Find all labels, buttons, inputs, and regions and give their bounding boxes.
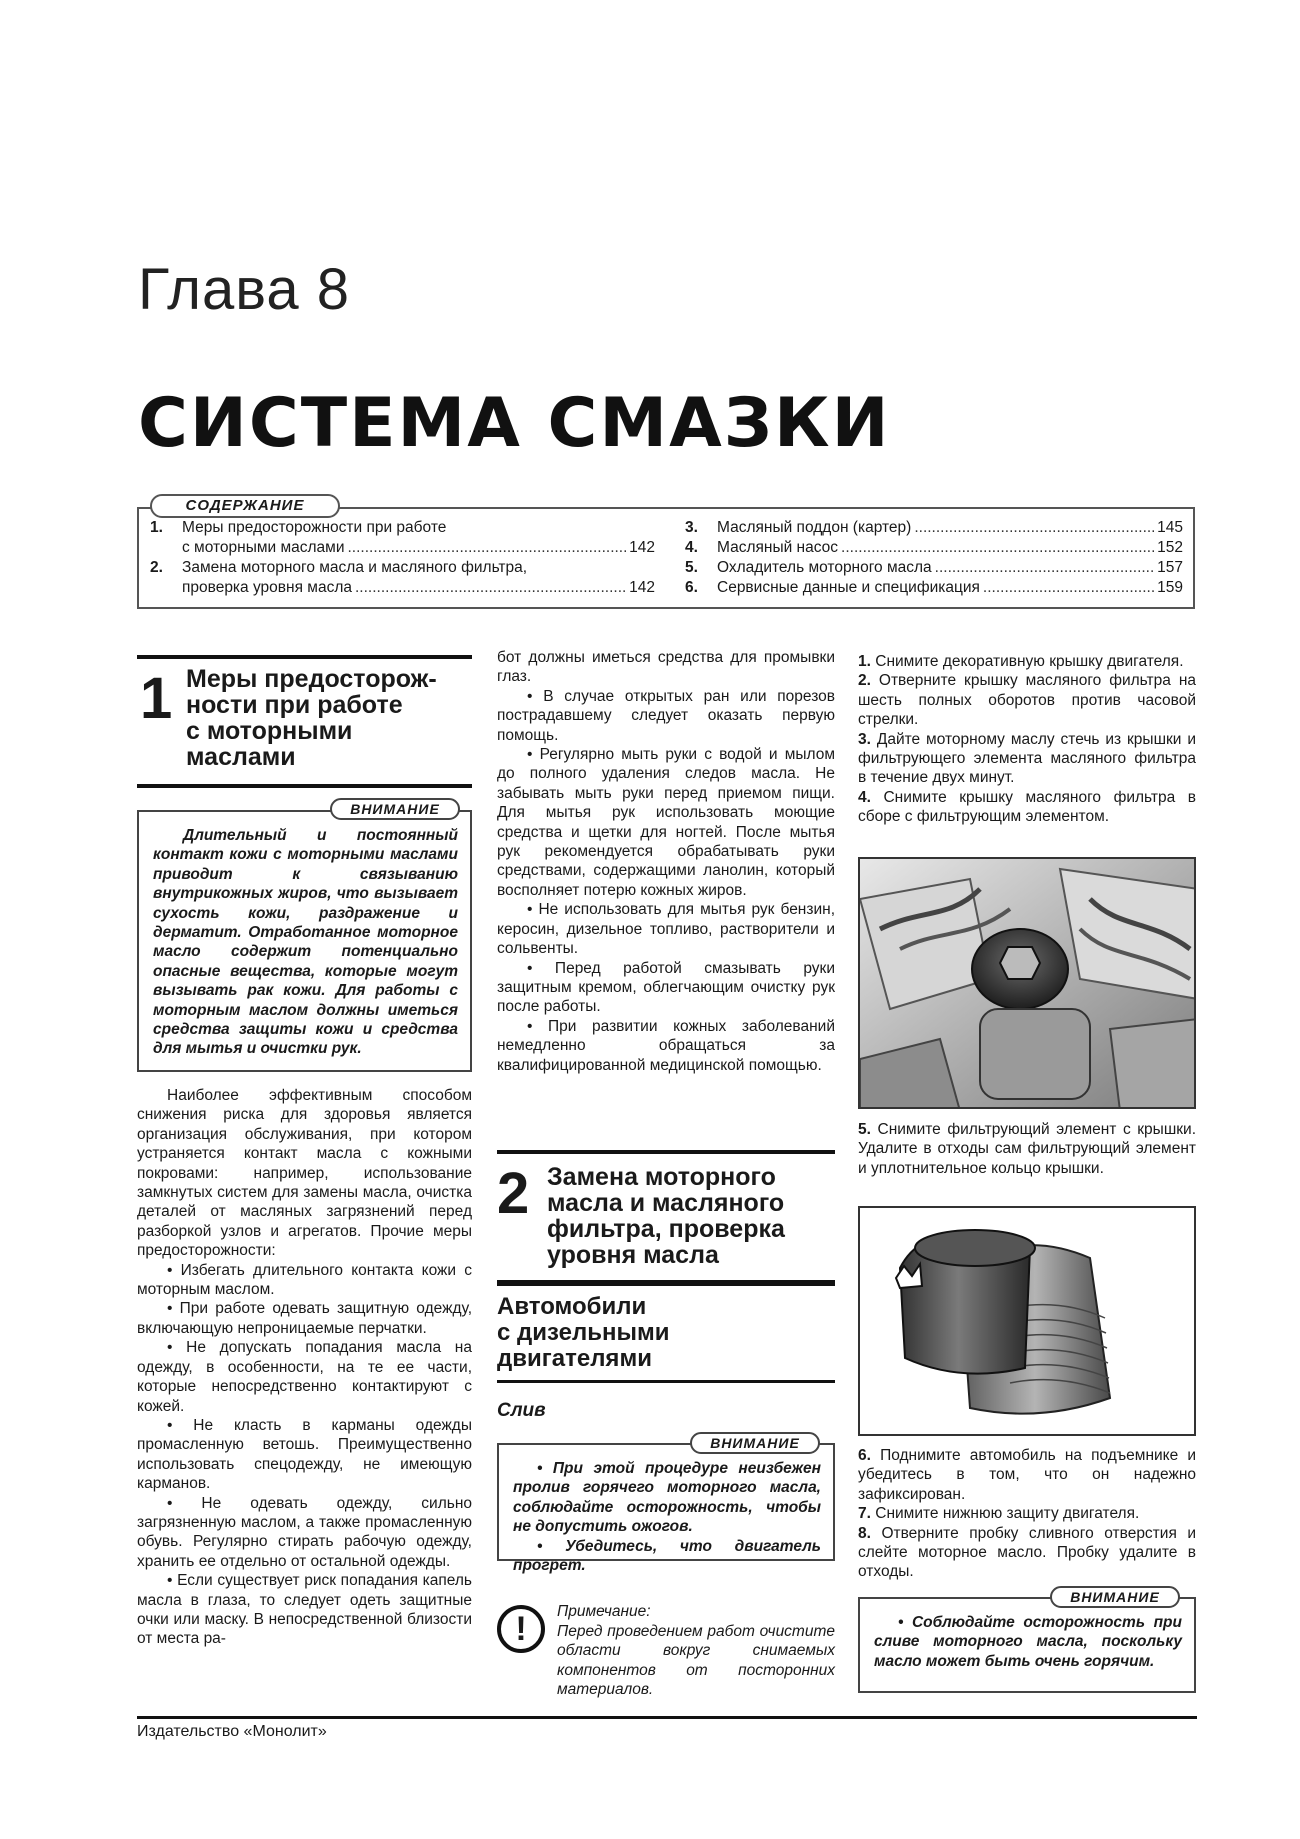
toc-item-cont[interactable]: с моторными маслами ..... 142	[150, 538, 655, 558]
section-1-title: Меры предосторож- ности при работе с моторными маслами	[186, 665, 437, 771]
steps-1-4: 1. Снимите декоративную крышку двигателя. 2. Отверните крышку масляного фильтра на шесть полных оборотов против часовой стрелки. 3. Дайте моторному маслу стечь из крышки и фильтрующего элемента масляного фильтра в течение двух минут. 4. Снимите крышку масляного фильтра в сборе с фильтрующим элементом.	[858, 653, 1196, 826]
column-2-body: бот должны иметься средства для промывки глаз. • В случае открытых ран или порезов пострадавшему следует оказать первую помощь. • Регулярно мыть руки с водой и мылом до полного удаления следов масла. Не забывать мыть руки перед приемом пищи. Для мытья рук использовать моющие средства и щетки для ногтей. После мытья рук рекомендуется обрабатывать руки средствами, содержащими ланолин, который восполняет потерю кожных жиров. • Не использовать для мытья рук бензин, керосин, дизельное топливо, растворители и сольвенты. • Перед работой смазывать руки защитным кремом, облегчающим очистку рук после работы. • При развитии кожных заболеваний немедленно обращаться за квалифицированной медицинской помощью.	[497, 649, 835, 1074]
note-label: Примечание:	[557, 1603, 651, 1620]
section-2-title: Замена моторного масла и масляного фильтра, проверка уровня масла	[547, 1163, 785, 1269]
chapter-title: Глава 8	[138, 257, 351, 322]
toc-item[interactable]: 1. Меры предосторожности при работе	[150, 519, 447, 536]
filter-cap-illustration	[860, 1208, 1196, 1436]
toc-label: СОДЕРЖАНИЕ	[150, 494, 340, 518]
filter-cap-photo	[858, 1206, 1196, 1436]
section-1-body: Наиболее эффективным способом снижения риска для здоровья является организация обслуживания, при котором устраняется контакт масла с кожными покровами: например, использование замкнутых систем для замены масла, очистка деталей от масляных загрязнений перед разборкой узлов и агрегатов. Прочие меры предосторожности: • Избегать длительного контакта кожи с моторным маслом. • При работе одевать защитную одежду, включающую непроницаемые перчатки. • Не допускать попадания масла на одежду, в особенности, на те ее части, которые непосредственно контактируют с кожей. • Не класть в карманы одежды промасленную ветошь. Преимущественно использовать спецодежду, не имеющую карманов. • Не одевать одежду, сильно загрязненную маслом, а также промасленную обувь. Регулярно стирать рабочую одежду, хранить ее отдельно от остальной одежды. • Если существует риск попадания капель масла в глаза, то следует одеть защитные очки или маску. В непосредственной близости от места ра-	[137, 1087, 472, 1648]
engine-bay-illustration	[860, 859, 1196, 1109]
warning-text: Длительный и постоянный контакт кожи с моторными маслами приводит к связыванию внутрикожных жиров, что вызывает сухость кожи, раздражение и дерматит. Отработанное моторное масло содержит потенциально опасные вещества, которые могут вызывать рак кожи. Для работы с моторным маслом должны иметься средства защиты кожи и средства для мытья и очистки рук.	[153, 827, 458, 1058]
note-text: Перед проведением работ очистите области вокруг снимаемых компонентов от посторонних материалов.	[557, 1623, 835, 1699]
section-2-subsub: Слив	[497, 1400, 546, 1421]
warning-label: ВНИМАНИЕ	[1050, 1586, 1180, 1608]
section-2-number: 2	[497, 1161, 530, 1226]
section-1-warning	[137, 810, 472, 1072]
toc-item[interactable]: 4. Масляный насос ..... 152	[685, 538, 1183, 558]
toc-item[interactable]: 6. Сервисные данные и спецификация ..... 159	[685, 578, 1183, 598]
section-2-subheader: Автомобили с дизельными двигателями	[497, 1283, 835, 1383]
warning-label: ВНИМАНИЕ	[690, 1432, 820, 1454]
step-5: 5. Снимите фильтрующий элемент с крышки. Удалите в отходы сам фильтрующий элемент и уплотнительное кольцо крышки.	[858, 1121, 1197, 1177]
toc-item[interactable]: 3. Масляный поддон (картер) ..... 145	[685, 518, 1183, 538]
page-title: СИСТЕМА СМАЗКИ	[138, 384, 891, 463]
toc-column-right	[685, 518, 1183, 598]
section-2-warning: • При этой процедуре неизбежен пролив горячего моторного масла, соблюдайте осторожность, чтобы не допустить ожогов. • Убедитесь, что двигатель прогрет.	[497, 1443, 835, 1561]
footer-rule	[137, 1716, 1197, 1719]
warning-label: ВНИМАНИЕ	[330, 798, 460, 820]
toc-item[interactable]: 5. Охладитель моторного масла ..... 157	[685, 558, 1183, 578]
toc-item[interactable]: 2. Замена моторного масла и масляного фильтра,	[150, 559, 528, 576]
toc-item-cont[interactable]: проверка уровня масла ..... 142	[150, 578, 655, 598]
column-3-warning: • Соблюдайте осторожность при сливе моторного масла, поскольку масло может быть очень горячим.	[858, 1597, 1196, 1693]
toc-column-left	[150, 518, 655, 598]
steps-6-8: 6. Поднимите автомобиль на подъемнике и убедитесь в том, что он надежно зафиксирован. 7. Снимите нижнюю защиту двигателя. 8. Отверните пробку сливного отверстия и слейте моторное масло. Пробку удалите в отходы.	[858, 1447, 1197, 1581]
exclamation-icon: !	[497, 1605, 545, 1653]
engine-bay-photo	[858, 857, 1196, 1109]
publisher-footer: Издательство «Монолит»	[137, 1723, 327, 1740]
section-1-number: 1	[140, 666, 173, 731]
